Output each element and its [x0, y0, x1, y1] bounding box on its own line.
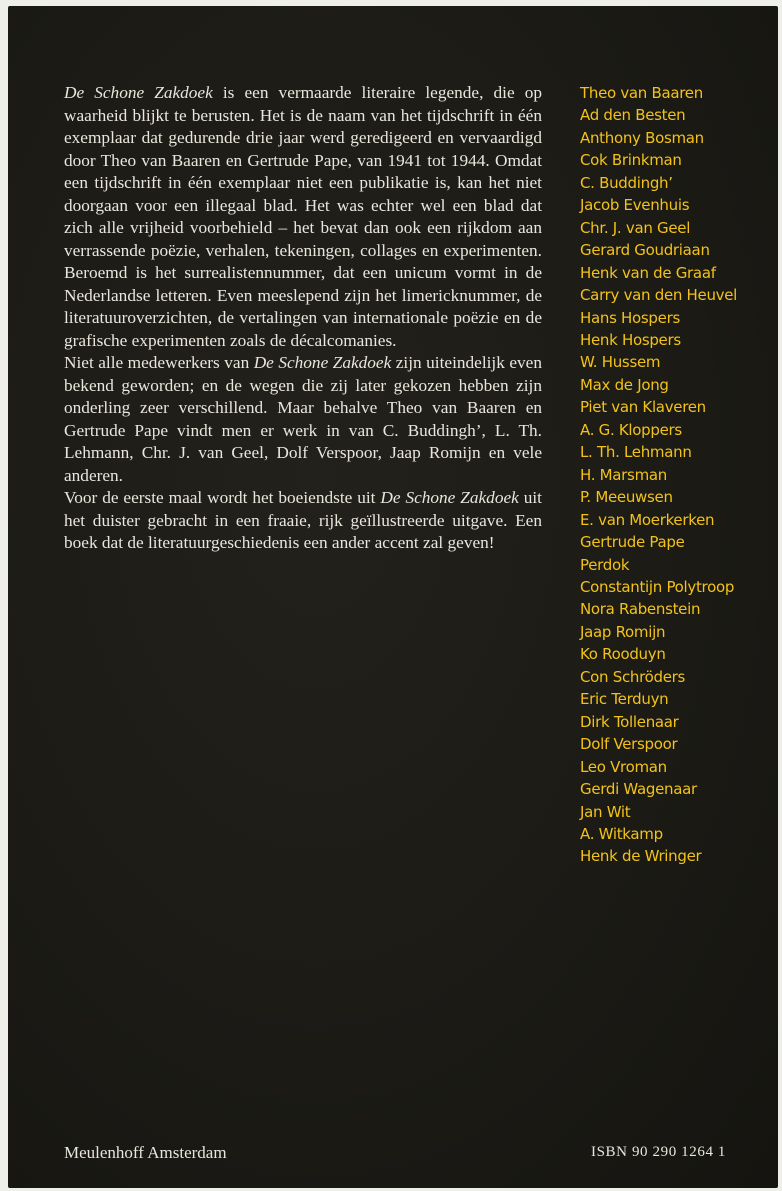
- contributor-name: Henk van de Graaf: [580, 263, 716, 282]
- magazine-title: De Schone Zakdoek: [64, 83, 213, 102]
- contributor-name: Henk de Wringer: [580, 847, 702, 866]
- isbn-number: ISBN 90 290 1264 1: [591, 1144, 726, 1160]
- contributor-name: Jan Wit: [580, 802, 631, 821]
- contributor-name: Perdok: [580, 555, 630, 574]
- contributor-name: Dolf Verspoor: [580, 735, 678, 754]
- contributor-name: Con Schröders: [580, 667, 686, 686]
- contributor-name: L. Th. Lehmann: [580, 443, 692, 462]
- contributor-name: Constantijn Polytroop: [580, 577, 735, 596]
- back-cover: [8, 6, 778, 1188]
- contributor-name: Ad den Besten: [580, 106, 686, 125]
- contributor-name: Nora Rabenstein: [580, 600, 701, 619]
- contributor-name: Theo van Baaren: [580, 84, 703, 102]
- contributor-name: Cok Brinkman: [580, 151, 682, 170]
- contributor-name: A. Witkamp: [580, 824, 663, 843]
- magazine-title: De Schone Zakdoek: [380, 488, 519, 507]
- contributor-name: Max de Jong: [580, 375, 669, 394]
- contributor-name: Eric Terduyn: [580, 690, 669, 709]
- contributor-name: Piet van Klaveren: [580, 398, 706, 417]
- contributor-name: A. G. Kloppers: [580, 420, 682, 439]
- contributor-name: E. van Moerkerken: [580, 510, 715, 529]
- contributor-name: Anthony Bosman: [580, 128, 704, 147]
- contributor-name: Chr. J. van Geel: [580, 218, 691, 237]
- contributor-name: Jaap Romijn: [580, 622, 666, 641]
- contributor-name: Carry van den Heuvel: [580, 286, 738, 305]
- contributor-name: Dirk Tollenaar: [580, 712, 679, 731]
- blurb-paragraph-1: [64, 82, 542, 352]
- contributor-name: Gerdi Wagenaar: [580, 780, 697, 799]
- contributor-name: Jacob Evenhuis: [580, 196, 690, 215]
- blurb-paragraph-2: [64, 352, 542, 487]
- magazine-title: De Schone Zakdoek: [253, 353, 392, 372]
- blurb-paragraph-1-text: is een vermaarde literaire legende, die op waarheid blijkt te berusten. Het is de naam van het tijdschrift in één exemplaar dat gedurende drie jaar werd geredigeerd en vervaardigd door Theo van Baaren en Gertrude Pape, van 1941 tot 1944. Omdat een tijdschrift in één exemplaar niet een publikatie is, kan het niet doorgaan voor een illegaal blad. Het was echter wel een blad dat zich alle vrijheid voorbehield – het bevat dan ook een rijkdom aan verrassende poëzie, verhalen, tekeningen, collages en experimenten. Beroemd is het surrealistennummer, dat een unicum vormt in de Nederlandse letteren. Even meeslepend zijn het limericknummer, de literatuuroverzichten, de vertalingen van internationale poëzie en de grafische experimenten zoals de décalcomanies.: [64, 83, 542, 350]
- contributor-name: Gerard Goudriaan: [580, 241, 710, 260]
- blurb-paragraph-3-lead: Voor de eerste maal wordt het boeiendste uit: [64, 488, 381, 507]
- contributor-name: Gertrude Pape: [580, 533, 685, 552]
- blurb-paragraph-3: [64, 487, 542, 555]
- blurb-paragraph-2-text: zijn uiteindelijk even bekend geworden; en de wegen die zij later gekozen hebben zijn onderling zeer verschillend. Maar behalve Theo van Baaren en Gertrude Pape vindt men er werk in van C. Buddingh’, L. Th. Lehmann, Chr. J. van Geel, Dolf Verspoor, Jaap Romijn en vele anderen.: [64, 353, 542, 485]
- contributor-name: Henk Hospers: [580, 330, 681, 349]
- contributor-name: W. Hussem: [580, 353, 661, 372]
- blurb-text: [64, 82, 542, 555]
- blurb-paragraph-3-text: uit het duister gebracht in een fraaie, rijk geïllustreerde uitgave. Een boek dat de literatuurgeschiedenis een ander accent zal geven!: [64, 488, 542, 552]
- contributor-name: C. Buddingh’: [580, 173, 673, 192]
- publisher-name: Meulenhoff Amsterdam: [64, 1143, 227, 1162]
- contributors-list: [580, 82, 737, 868]
- contributor-name: Ko Rooduyn: [580, 645, 666, 664]
- contributor-name: Hans Hospers: [580, 308, 680, 327]
- contributor-name: H. Marsman: [580, 465, 667, 484]
- contributor-name: P. Meeuwsen: [580, 488, 673, 507]
- blurb-paragraph-2-lead: Niet alle medewerkers van: [64, 353, 254, 372]
- contributor-name: Leo Vroman: [580, 757, 667, 776]
